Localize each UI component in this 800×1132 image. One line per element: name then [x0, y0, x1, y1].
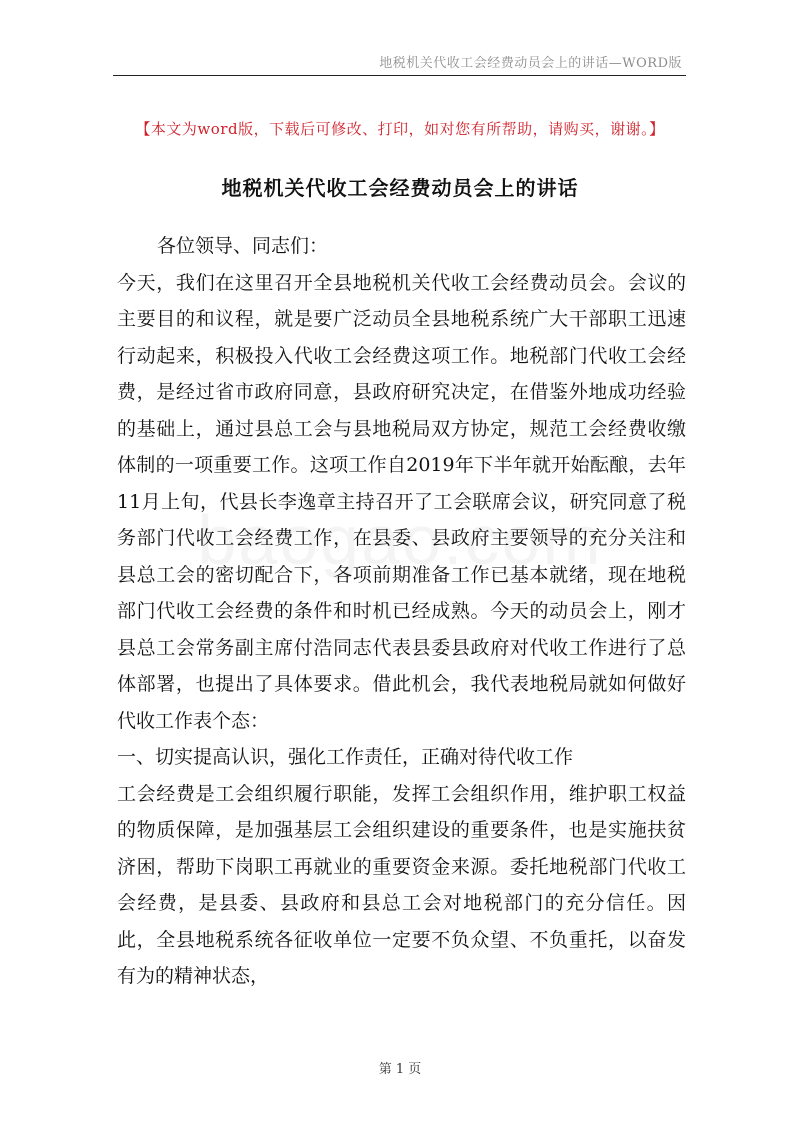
document-body	[117, 228, 686, 995]
salutation: 各位领导、同志们：	[157, 235, 329, 257]
purchase-notice: 【本文为word版，下载后可修改、打印，如对您有所帮助，请购买，谢谢。】	[135, 120, 665, 138]
section-heading-1: 一、切实提高认识，强化工作责任，正确对待代收工作	[117, 746, 574, 768]
document-title: 地税机关代收工会经费动员会上的讲话	[221, 176, 579, 200]
header-divider	[113, 75, 686, 76]
page-number: 第 1 页	[378, 1062, 422, 1077]
running-header: 地税机关代收工会经费动员会上的讲话—WORD版	[379, 56, 682, 71]
paragraph-section-1: 工会经费是工会组织履行职能，发挥工会组织作用，维护职工权益的物质保障，是加强基层工会组织建设的重要条件，也是实施扶贫济困，帮助下岗职工再就业的重要资金来源。委托地税部门代收工会经费，是县委、县政府和县总工会对地税部门的充分信任。因此，全县地税系统各征收单位一定要不负众望、不负重托，以奋发有为的精神状态，	[117, 782, 686, 987]
paragraph-intro: 今天，我们在这里召开全县地税机关代收工会经费动员会。会议的主要目的和议程，就是要广泛动员全县地税系统广大干部职工迅速行动起来，积极投入代收工会经费这项工作。地税部门代收工会经费，是经过省市政府同意，县政府研究决定，在借鉴外地成功经验的基础上，通过县总工会与县地税局双方协定，规范工会经费收缴体制的一项重要工作。这项工作自2019年下半年就开始酝酿，去年11月上旬，代县长李逸章主持召开了工会联席会议，研究同意了税务部门代收工会经费工作，在县委、县政府主要领导的充分关注和县总工会的密切配合下，各项前期准备工作已基本就绪，现在地税部门代收工会经费的条件和时机已经成熟。今天的动员会上，刚才县总工会常务副主席付浩同志代表县委县政府对代收工作进行了总体部署，也提出了具体要求。借此机会，我代表地税局就如何做好代收工作表个态：	[117, 271, 686, 732]
